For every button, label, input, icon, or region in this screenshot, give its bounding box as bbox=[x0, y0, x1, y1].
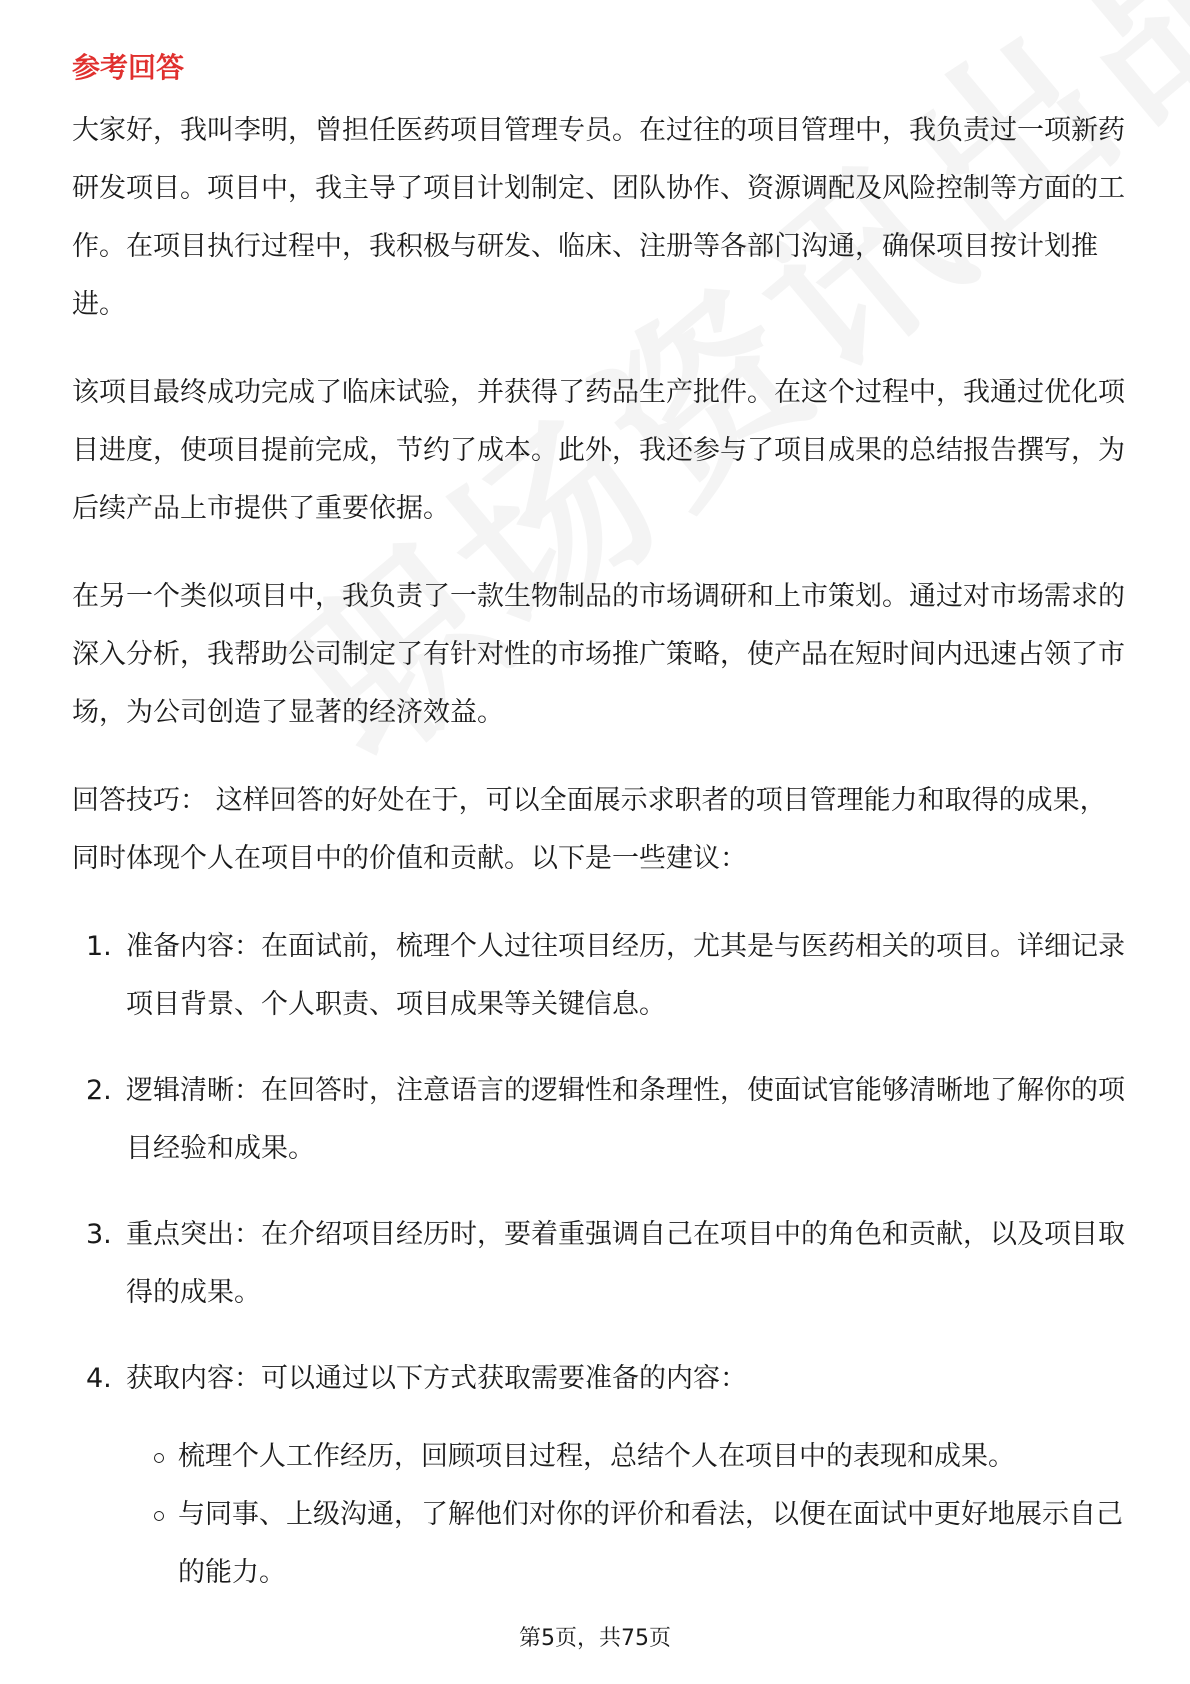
tip-number: 3. bbox=[86, 1219, 112, 1250]
sub-bullet-item-2 bbox=[126, 1486, 1132, 1602]
tip-item-3 bbox=[72, 1206, 1132, 1322]
hollow-circle-bullet-icon bbox=[154, 1511, 164, 1521]
hollow-circle-bullet-icon bbox=[154, 1453, 164, 1463]
sub-bullet-text: 与同事、上级沟通，了解他们对你的评价和看法，以便在面试中更好地展示自己的能力。 bbox=[178, 1499, 1123, 1588]
tip-item-4 bbox=[72, 1350, 1132, 1602]
tip-number: 4. bbox=[86, 1363, 112, 1394]
sub-bullet-list bbox=[126, 1428, 1132, 1602]
tip-item-1 bbox=[72, 918, 1132, 1034]
answer-paragraph-3: 在另一个类似项目中，我负责了一款生物制品的市场调研和上市策划。通过对市场需求的深入分析，我帮助公司制定了有针对性的市场推广策略，使产品在短时间内迅速占领了市场，为公司创造了显著的经济效益。 bbox=[72, 581, 1125, 728]
tip-text: 获取内容：可以通过以下方式获取需要准备的内容： bbox=[126, 1363, 747, 1394]
page-number-footer: 第5页，共75页 bbox=[519, 1626, 671, 1651]
answer-paragraph-1: 大家好，我叫李明，曾担任医药项目管理专员。在过往的项目管理中，我负责过一项新药研发项目。项目中，我主导了项目计划制定、团队协作、资源调配及风险控制等方面的工作。在项目执行过程中，我积极与研发、临床、注册等各部门沟通，确保项目按计划推进。 bbox=[72, 115, 1125, 320]
answer-content bbox=[72, 48, 1132, 1630]
tip-number: 2. bbox=[86, 1075, 112, 1106]
tips-intro-paragraph: 回答技巧： 这样回答的好处在于，可以全面展示求职者的项目管理能力和取得的成果，同时体现个人在项目中的价值和贡献。以下是一些建议： bbox=[72, 785, 1107, 874]
sub-bullet-text: 梳理个人工作经历，回顾项目过程，总结个人在项目中的表现和成果。 bbox=[178, 1441, 1015, 1472]
answer-paragraph-2: 该项目最终成功完成了临床试验，并获得了药品生产批件。在这个过程中，我通过优化项目进度，使项目提前完成，节约了成本。此外，我还参与了项目成果的总结报告撰写，为后续产品上市提供了重要依据。 bbox=[72, 377, 1125, 524]
sub-bullet-item-1 bbox=[126, 1428, 1132, 1486]
section-heading: 参考回答 bbox=[72, 51, 185, 84]
tip-number: 1. bbox=[86, 931, 112, 962]
tip-text: 逻辑清晰：在回答时，注意语言的逻辑性和条理性，使面试官能够清晰地了解你的项目经验和成果。 bbox=[126, 1075, 1125, 1164]
tips-list bbox=[72, 918, 1132, 1602]
tip-text: 重点突出：在介绍项目经历时，要着重强调自己在项目中的角色和贡献，以及项目取得的成果。 bbox=[126, 1219, 1125, 1308]
tip-text: 准备内容：在面试前，梳理个人过往项目经历，尤其是与医药相关的项目。详细记录项目背景、个人职责、项目成果等关键信息。 bbox=[126, 931, 1125, 1020]
tip-item-2 bbox=[72, 1062, 1132, 1178]
